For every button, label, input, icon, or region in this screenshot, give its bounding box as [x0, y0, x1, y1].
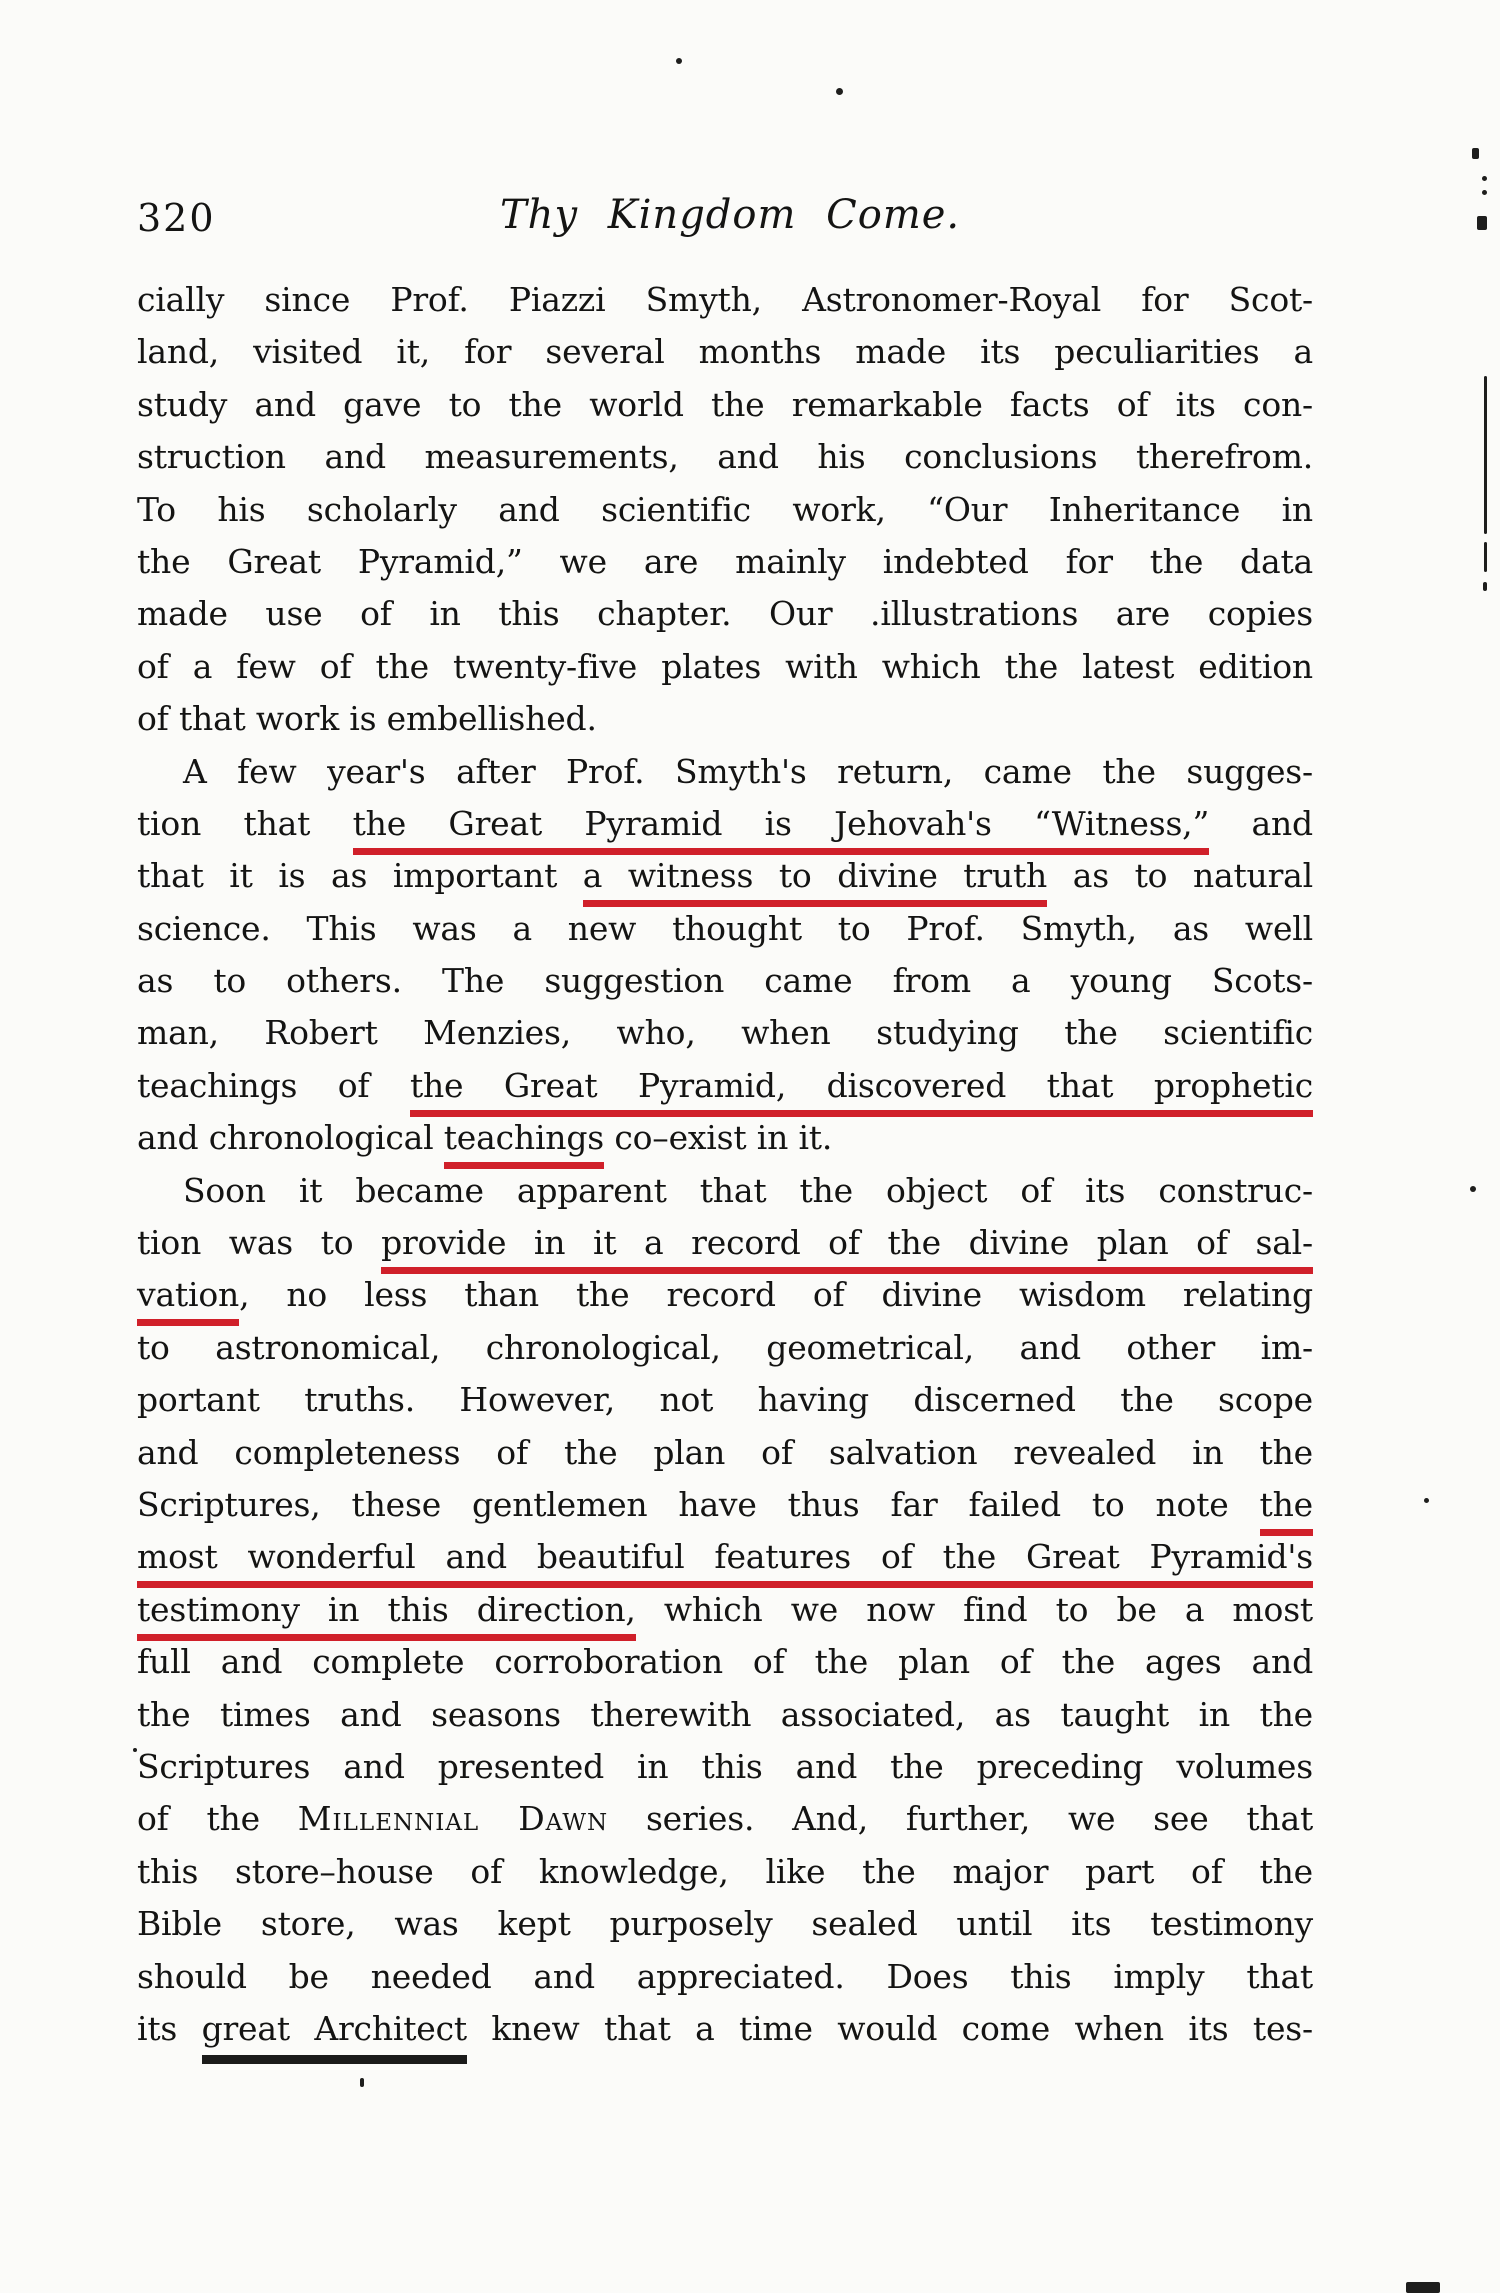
scan-artifact: [1406, 2282, 1440, 2293]
page-number: 320: [137, 196, 216, 240]
text-segment: Millennial Dawn: [297, 1799, 609, 1839]
text-line: [137, 903, 1313, 955]
text-segment: To his scholarly and scientific work, “Our Inheritance in: [137, 489, 1313, 529]
scan-artifact: [1484, 376, 1487, 534]
text-line: [137, 1793, 1313, 1845]
text-line: [137, 693, 1313, 745]
text-segment: the Great Pyramid,” we are mainly indebted for the data: [137, 541, 1313, 581]
scan-artifact: [1424, 1498, 1429, 1503]
scan-artifact: [133, 1748, 137, 1752]
text-line: [137, 588, 1313, 640]
scan-artifact: [1482, 176, 1487, 181]
text-segment: science. This was a new thought to Prof. Smyth, as well: [137, 908, 1313, 948]
text-line: [137, 1741, 1313, 1793]
text-line: [137, 1427, 1313, 1479]
underlined-phrase: great Architect: [202, 2009, 467, 2064]
underlined-phrase: teachings: [444, 1118, 604, 1169]
text-segment: as to others. The suggestion came from a young Scots-: [137, 961, 1313, 1001]
text-line: [137, 955, 1313, 1007]
text-segment: as to natural: [1047, 856, 1313, 896]
text-segment: struction and measurements, and his conclusions therefrom.: [137, 437, 1313, 477]
text-line: [137, 431, 1313, 483]
text-line: [137, 326, 1313, 378]
text-segment: Bible store, was kept purposely sealed until its testimony: [137, 1904, 1313, 1944]
text-line: [137, 1007, 1313, 1059]
text-line: [137, 1374, 1313, 1426]
text-segment: of that work is embellished.: [137, 699, 597, 739]
page-header: [137, 192, 1313, 244]
text-segment: Scriptures, these gentlemen have thus far failed to note: [137, 1484, 1260, 1524]
text-line: [137, 1165, 1313, 1217]
text-line: [137, 274, 1313, 326]
text-segment: full and complete corroboration of the plan of the ages and: [137, 1642, 1313, 1682]
underlined-phrase: testimony in this direction,: [137, 1590, 636, 1641]
text-line: [137, 484, 1313, 536]
text-segment: to astronomical, chronological, geometrical, and other im-: [137, 1327, 1313, 1367]
underlined-phrase: the Great Pyramid, discovered that prophetic: [410, 1066, 1313, 1117]
text-segment: cially since Prof. Piazzi Smyth, Astronomer-Royal for Scot-: [137, 280, 1313, 319]
text-segment: that it is as important: [137, 856, 583, 896]
underlined-phrase: vation: [137, 1275, 239, 1326]
scan-artifact: [836, 88, 843, 95]
text-segment: should be needed and appreciated. Does this imply that: [137, 1956, 1313, 1996]
scan-artifact: [1472, 148, 1479, 159]
text-line: [137, 2003, 1313, 2055]
text-segment: its: [137, 2008, 202, 2048]
text-segment: and: [1209, 803, 1313, 843]
text-segment: portant truths. However, not having discerned the scope: [137, 1380, 1313, 1420]
scan-artifact: [1470, 1186, 1476, 1192]
text-segment: and chronological: [137, 1118, 444, 1158]
underlined-phrase: the Great Pyramid is Jehovah's “Witness,”: [353, 804, 1210, 855]
text-segment: man, Robert Menzies, who, when studying the scientific: [137, 1013, 1313, 1053]
underlined-phrase: the: [1260, 1485, 1313, 1536]
text-line: [137, 1846, 1313, 1898]
text-line: [137, 850, 1313, 902]
text-segment: and completeness of the plan of salvation revealed in the: [137, 1432, 1313, 1472]
text-line: [137, 1269, 1313, 1321]
text-segment: teachings of: [137, 1065, 410, 1105]
scan-artifact: [1483, 582, 1487, 591]
text-segment: made use of in this chapter. Our .illustrations are copies: [137, 594, 1313, 634]
scan-artifact: [360, 2078, 364, 2087]
text-segment: of the: [137, 1799, 298, 1839]
text-line: [137, 1479, 1313, 1531]
text-line: [137, 1217, 1313, 1269]
scan-artifact: [1477, 216, 1487, 230]
text-segment: land, visited it, for several months made its peculiarities a: [137, 332, 1313, 372]
text-segment: Scriptures and presented in this and the preceding volumes: [137, 1746, 1313, 1786]
text-line: [137, 1636, 1313, 1688]
text-segment: , no less than the record of divine wisdom relating: [239, 1275, 1313, 1315]
text-line: [137, 1898, 1313, 1950]
scan-artifact: [1482, 190, 1487, 195]
text-line: [137, 1112, 1313, 1164]
text-segment: the times and seasons therewith associated, as taught in the: [137, 1694, 1313, 1734]
text-line: [137, 536, 1313, 588]
underlined-phrase: a witness to divine truth: [583, 856, 1047, 907]
text-segment: which we now find to be a most: [635, 1589, 1313, 1629]
text-segment: Soon it became apparent that the object of its construc-: [183, 1170, 1313, 1210]
scan-artifact: [1484, 542, 1487, 572]
running-title: Thy Kingdom Come.: [500, 192, 961, 238]
underlined-phrase: most wonderful and beautiful features of the Great Pyramid's: [137, 1537, 1313, 1588]
text-line: [137, 1689, 1313, 1741]
text-segment: A few year's after Prof. Smyth's return, came the sugges-: [183, 751, 1313, 791]
text-line: [137, 1322, 1313, 1374]
text-segment: co–exist in it.: [604, 1118, 833, 1158]
text-line: [137, 746, 1313, 798]
text-line: [137, 798, 1313, 850]
text-segment: study and gave to the world the remarkable facts of its con-: [137, 384, 1313, 424]
text-segment: knew that a time would come when its tes-: [466, 2008, 1313, 2048]
text-line: [137, 641, 1313, 693]
text-line: [137, 1060, 1313, 1112]
text-line: [137, 1584, 1313, 1636]
text-segment: of a few of the twenty-five plates with which the latest edition: [137, 646, 1313, 686]
text-line: [137, 1531, 1313, 1583]
underlined-phrase: provide in it a record of the divine plan of sal-: [381, 1223, 1313, 1274]
text-line: [137, 379, 1313, 431]
text-segment: tion was to: [137, 1223, 382, 1263]
text-segment: series. And, further, we see that: [608, 1799, 1314, 1839]
text-segment: tion that: [137, 803, 353, 843]
scan-artifact: [676, 58, 682, 64]
text-line: [137, 1951, 1313, 2003]
text-segment: this store–house of knowledge, like the major part of the: [137, 1851, 1313, 1891]
text-block: [137, 274, 1313, 2055]
